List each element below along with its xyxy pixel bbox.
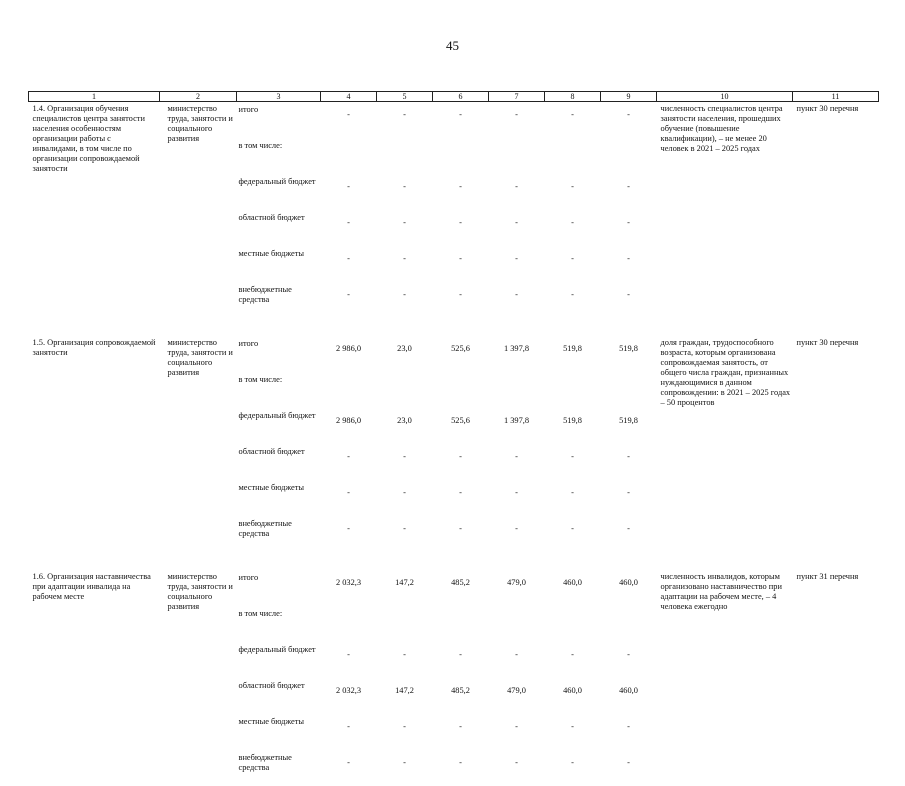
amount-cell: 2 032,3 xyxy=(321,570,377,606)
amount-cell: - xyxy=(321,480,377,516)
funding-source: областной бюджет xyxy=(237,678,321,714)
amount-cell: - xyxy=(321,642,377,678)
amount-cell: - xyxy=(601,282,657,318)
amount-cell: 23,0 xyxy=(377,408,433,444)
amount-cell xyxy=(377,606,433,642)
amount-cell xyxy=(433,372,489,408)
amount-cell: - xyxy=(545,714,601,750)
amount-cell: 519,8 xyxy=(601,408,657,444)
amount-cell: - xyxy=(433,102,489,139)
amount-cell: 2 032,3 xyxy=(321,678,377,714)
measure-name: 1.4. Организация обучения специалистов центра занятости населения особенностям организации работы с инвалидами, в том числе по организации сопровождаемой занятости xyxy=(29,102,160,319)
amount-cell: - xyxy=(601,246,657,282)
amount-cell: 2 986,0 xyxy=(321,408,377,444)
funding-source: федеральный бюджет xyxy=(237,174,321,210)
funding-source: внебюджетные средства xyxy=(237,282,321,318)
amount-cell xyxy=(489,606,545,642)
table-row xyxy=(29,336,879,372)
amount-cell: - xyxy=(433,282,489,318)
amount-cell: - xyxy=(321,102,377,139)
amount-cell: - xyxy=(377,246,433,282)
amount-cell: - xyxy=(545,750,601,786)
amount-cell xyxy=(601,138,657,174)
amount-cell: 479,0 xyxy=(489,570,545,606)
amount-cell: 519,8 xyxy=(545,408,601,444)
amount-cell xyxy=(433,138,489,174)
reference-item: пункт 30 перечня xyxy=(793,336,879,552)
amount-cell: - xyxy=(377,444,433,480)
column-header: 5 xyxy=(377,92,433,102)
amount-cell: 460,0 xyxy=(601,678,657,714)
amount-cell: 147,2 xyxy=(377,570,433,606)
amount-cell: - xyxy=(377,516,433,552)
amount-cell: - xyxy=(545,246,601,282)
spacer-cell xyxy=(29,552,879,570)
table-row xyxy=(29,102,879,139)
amount-cell: - xyxy=(545,102,601,139)
amount-cell: - xyxy=(377,174,433,210)
amount-cell: - xyxy=(433,174,489,210)
amount-cell: - xyxy=(545,282,601,318)
amount-cell xyxy=(321,372,377,408)
amount-cell: 23,0 xyxy=(377,336,433,372)
column-header: 7 xyxy=(489,92,545,102)
amount-cell xyxy=(489,372,545,408)
amount-cell: 460,0 xyxy=(545,678,601,714)
amount-cell: - xyxy=(321,210,377,246)
target-indicator: доля граждан, трудоспособного возраста, которым организована сопровождаемая занятость, от общего числа граждан, признанных нуждающимися в данном сопровождении: в 2021 – 2025 годах – 50 процентов xyxy=(657,336,793,552)
spacer-cell xyxy=(29,318,879,336)
amount-cell: - xyxy=(601,750,657,786)
amount-cell: - xyxy=(321,246,377,282)
amount-cell: - xyxy=(377,210,433,246)
amount-cell: - xyxy=(545,516,601,552)
amount-cell: - xyxy=(433,210,489,246)
column-header: 1 xyxy=(29,92,160,102)
amount-cell: 525,6 xyxy=(433,408,489,444)
amount-cell: - xyxy=(545,210,601,246)
amount-cell: - xyxy=(601,444,657,480)
amount-cell: 2 986,0 xyxy=(321,336,377,372)
amount-cell: - xyxy=(601,174,657,210)
amount-cell xyxy=(545,138,601,174)
column-header: 11 xyxy=(793,92,879,102)
funding-source: федеральный бюджет xyxy=(237,408,321,444)
amount-cell: - xyxy=(433,642,489,678)
section-spacer xyxy=(29,318,879,336)
funding-source: федеральный бюджет xyxy=(237,642,321,678)
funding-source: местные бюджеты xyxy=(237,480,321,516)
measure-name: 1.5. Организация сопровождаемой занятости xyxy=(29,336,160,552)
measure-name: 1.6. Организация наставничества при адаптации инвалида на рабочем месте xyxy=(29,570,160,786)
funding-source: в том числе: xyxy=(237,606,321,642)
amount-cell: - xyxy=(321,282,377,318)
funding-source: в том числе: xyxy=(237,138,321,174)
funding-source: внебюджетные средства xyxy=(237,750,321,786)
page-number: 45 xyxy=(0,38,905,54)
amount-cell: - xyxy=(377,642,433,678)
amount-cell: 1 397,8 xyxy=(489,408,545,444)
amount-cell: 1 397,8 xyxy=(489,336,545,372)
reference-item: пункт 31 перечня xyxy=(793,570,879,786)
amount-cell: - xyxy=(601,480,657,516)
amount-cell: - xyxy=(433,750,489,786)
amount-cell xyxy=(321,606,377,642)
amount-cell: - xyxy=(489,642,545,678)
amount-cell: 519,8 xyxy=(601,336,657,372)
amount-cell: - xyxy=(489,282,545,318)
amount-cell: 485,2 xyxy=(433,570,489,606)
funding-source: итого xyxy=(237,570,321,606)
funding-source: итого xyxy=(237,102,321,139)
amount-cell: - xyxy=(321,444,377,480)
amount-cell: - xyxy=(601,210,657,246)
table-row xyxy=(29,570,879,606)
executor-name: министерство труда, занятости и социального развития xyxy=(160,336,237,552)
amount-cell: - xyxy=(545,642,601,678)
funding-source: итого xyxy=(237,336,321,372)
amount-cell: - xyxy=(377,102,433,139)
amount-cell: - xyxy=(601,102,657,139)
amount-cell xyxy=(377,138,433,174)
amount-cell: - xyxy=(433,246,489,282)
funding-source: местные бюджеты xyxy=(237,714,321,750)
column-header: 6 xyxy=(433,92,489,102)
amount-cell: - xyxy=(377,750,433,786)
funding-source: местные бюджеты xyxy=(237,246,321,282)
amount-cell: - xyxy=(377,282,433,318)
column-header: 9 xyxy=(601,92,657,102)
amount-cell: - xyxy=(433,516,489,552)
amount-cell: - xyxy=(489,246,545,282)
target-indicator: численность специалистов центра занятости населения, прошедших обучение (повышение квалификации), – не менее 20 человек в 2021 – 2025 годах xyxy=(657,102,793,319)
amount-cell: - xyxy=(489,516,545,552)
amount-cell: - xyxy=(489,174,545,210)
target-indicator: численность инвалидов, которым организовано наставничество при адаптации на рабочем месте, – 4 человека ежегодно xyxy=(657,570,793,786)
section-spacer xyxy=(29,552,879,570)
funding-source: областной бюджет xyxy=(237,444,321,480)
amount-cell: 147,2 xyxy=(377,678,433,714)
amount-cell: - xyxy=(545,444,601,480)
reference-item: пункт 30 перечня xyxy=(793,102,879,319)
amount-cell: - xyxy=(489,444,545,480)
amount-cell: - xyxy=(321,750,377,786)
column-header: 4 xyxy=(321,92,377,102)
amount-cell: - xyxy=(433,714,489,750)
amount-cell: 460,0 xyxy=(601,570,657,606)
amount-cell: - xyxy=(601,642,657,678)
column-header: 2 xyxy=(160,92,237,102)
amount-cell: 525,6 xyxy=(433,336,489,372)
amount-cell xyxy=(433,606,489,642)
amount-cell xyxy=(545,372,601,408)
amount-cell: - xyxy=(433,444,489,480)
executor-name: министерство труда, занятости и социального развития xyxy=(160,102,237,319)
amount-cell: - xyxy=(601,516,657,552)
funding-source: внебюджетные средства xyxy=(237,516,321,552)
amount-cell: 485,2 xyxy=(433,678,489,714)
amount-cell: - xyxy=(377,714,433,750)
table-body xyxy=(29,102,879,786)
amount-cell: - xyxy=(321,174,377,210)
amount-cell xyxy=(377,372,433,408)
column-header-row xyxy=(29,92,879,102)
amount-cell: - xyxy=(321,516,377,552)
amount-cell: - xyxy=(601,714,657,750)
amount-cell: 460,0 xyxy=(545,570,601,606)
amount-cell: 519,8 xyxy=(545,336,601,372)
amount-cell xyxy=(545,606,601,642)
amount-cell xyxy=(489,138,545,174)
amount-cell: - xyxy=(545,174,601,210)
executor-name: министерство труда, занятости и социального развития xyxy=(160,570,237,786)
amount-cell: 479,0 xyxy=(489,678,545,714)
amount-cell: - xyxy=(489,750,545,786)
column-header: 10 xyxy=(657,92,793,102)
column-header: 3 xyxy=(237,92,321,102)
amount-cell: - xyxy=(489,714,545,750)
budget-table xyxy=(28,91,879,786)
amount-cell xyxy=(601,372,657,408)
amount-cell xyxy=(601,606,657,642)
amount-cell: - xyxy=(489,480,545,516)
amount-cell: - xyxy=(489,102,545,139)
amount-cell: - xyxy=(321,714,377,750)
amount-cell: - xyxy=(489,210,545,246)
funding-source: областной бюджет xyxy=(237,210,321,246)
amount-cell: - xyxy=(433,480,489,516)
column-header: 8 xyxy=(545,92,601,102)
funding-source: в том числе: xyxy=(237,372,321,408)
amount-cell xyxy=(321,138,377,174)
amount-cell: - xyxy=(377,480,433,516)
amount-cell: - xyxy=(545,480,601,516)
